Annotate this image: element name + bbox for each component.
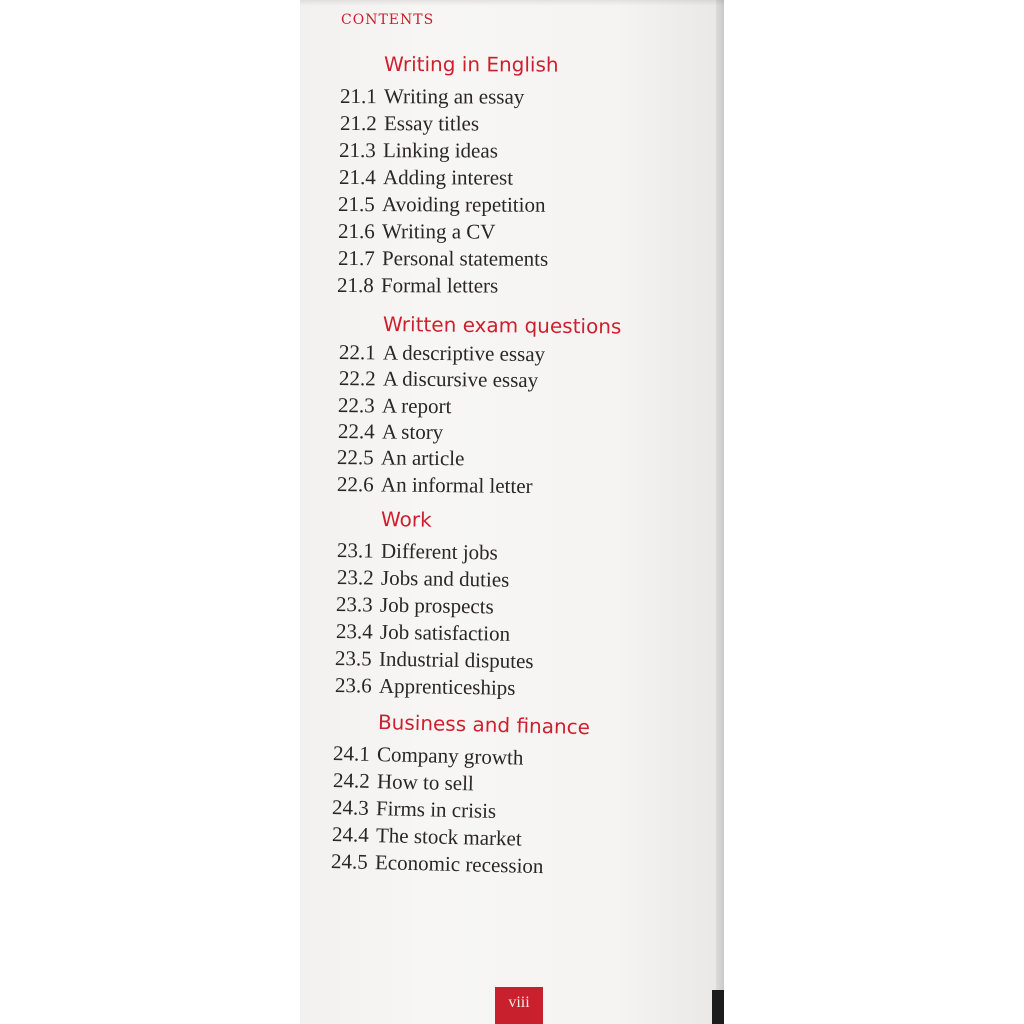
entry-title: Job prospects [380,592,495,619]
entry-title: The stock market [375,823,522,851]
section-title: Work [380,507,432,532]
entry-number: 21.4 [338,165,376,190]
entry-title: A discursive essay [382,366,538,393]
entry-number: 23.5 [335,646,373,671]
toc-entry[interactable] [336,592,494,619]
entry-number: 22.1 [338,340,376,365]
section-title: Written exam questions [382,312,622,339]
toc-entry[interactable] [336,565,509,593]
entry-title: Adding interest [382,165,513,190]
entry-title: Linking ideas [383,138,499,163]
entry-title: Apprenticeships [378,673,516,700]
toc-entry[interactable] [338,366,537,393]
running-head: CONTENTS [341,12,435,28]
toc-entry[interactable] [335,646,534,674]
entry-title: An article [381,445,465,471]
entry-number: 21.2 [339,111,377,136]
entry-number: 23.6 [334,673,372,698]
toc-entry[interactable] [339,138,498,164]
toc-entry[interactable] [337,472,533,499]
entry-number: 22.2 [338,366,376,391]
entry-number: 24.4 [331,822,369,847]
toc-entry[interactable] [340,111,479,136]
entry-number: 23.3 [336,592,374,617]
entry-number: 22.5 [337,445,375,470]
toc-entry[interactable] [336,619,510,647]
page-number: viii [495,987,543,1024]
entry-title: Avoiding repetition [382,192,546,217]
entry-number: 21.5 [338,192,376,217]
entry-title: A story [381,419,444,444]
entry-number: 24.3 [331,795,370,820]
section-title: Business and finance [377,710,591,740]
entry-number: 24.1 [332,741,371,766]
entry-title: An informal letter [380,471,533,498]
entry-number: 21.8 [337,273,374,298]
entry-title: How to sell [376,769,474,796]
entry-title: Essay titles [383,111,479,136]
toc-entry[interactable] [338,419,444,445]
entry-number: 22.6 [336,471,374,496]
entry-number: 21.1 [339,84,377,109]
entry-number: 21.6 [337,219,375,244]
entry-title: Industrial disputes [379,646,535,674]
entry-number: 22.4 [337,418,375,444]
toc-entry[interactable] [333,741,524,771]
entry-title: A report [382,393,452,418]
entry-title: Jobs and duties [380,565,510,592]
entry-title: Job satisfaction [379,619,511,646]
entry-title: Formal letters [381,273,499,298]
toc-entry[interactable] [332,768,473,796]
toc-entry[interactable] [338,192,546,218]
entry-title: Firms in crisis [375,796,497,824]
entry-title: Different jobs [380,538,499,565]
toc-entry[interactable] [335,673,516,701]
toc-entry[interactable] [337,273,498,299]
entry-number: 24.2 [332,768,370,793]
toc-entry[interactable] [332,795,497,824]
entry-number: 23.4 [335,619,373,644]
entry-title: Personal statements [381,246,548,271]
entry-title: Writing an essay [383,84,525,109]
entry-title: A descriptive essay [382,340,546,367]
entry-number: 23.1 [336,538,374,563]
entry-number: 22.3 [338,392,376,417]
entry-number: 24.5 [331,849,369,874]
entry-number: 23.2 [336,565,374,590]
entry-number: 21.7 [337,246,375,271]
toc-entry[interactable] [339,165,513,191]
toc-entry[interactable] [331,822,521,852]
toc-entry[interactable] [331,849,544,879]
toc-entry[interactable] [338,393,452,419]
entry-title: Writing a CV [381,219,496,244]
toc-entry[interactable] [339,340,545,367]
entry-title: Economic recession [375,850,545,879]
toc-entry[interactable] [338,246,548,272]
entry-title: Company growth [376,742,524,770]
toc-entry[interactable] [337,445,465,471]
toc-entry[interactable] [340,84,524,110]
entry-number: 21.3 [339,138,376,163]
section-title: Writing in English [383,52,559,77]
toc-entry[interactable] [338,219,496,245]
toc-entry[interactable] [337,538,498,566]
